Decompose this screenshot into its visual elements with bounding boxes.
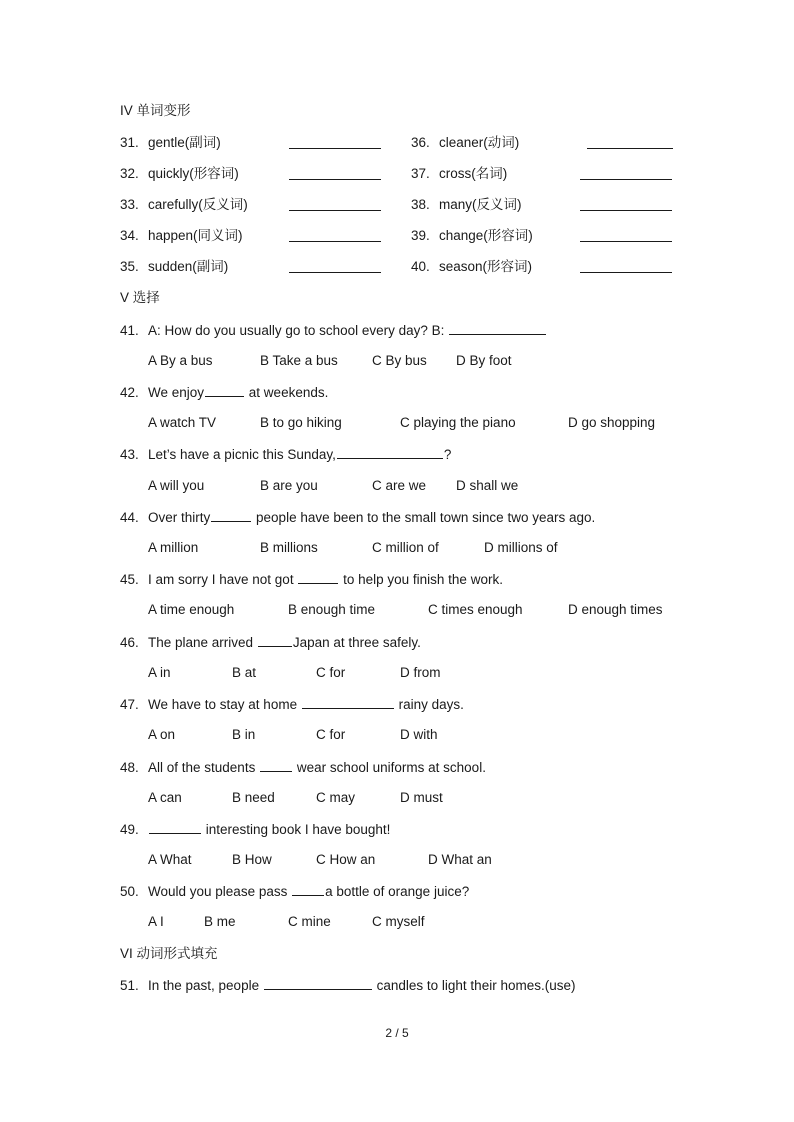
question-number: 46. xyxy=(120,635,139,650)
option-d[interactable]: D shall we xyxy=(456,478,519,493)
question-text-pre: Would you please pass xyxy=(148,884,288,899)
answer-blank[interactable] xyxy=(289,148,381,149)
question-51 xyxy=(120,976,575,995)
question-text-post: interesting book I have bought! xyxy=(205,822,391,837)
question-number: 49. xyxy=(120,822,139,837)
question-42 xyxy=(120,383,328,402)
option-a[interactable]: A watch TV xyxy=(148,415,217,430)
word-form-item xyxy=(411,227,533,245)
item-number: 36. xyxy=(411,135,430,150)
option-a[interactable]: A By a bus xyxy=(148,353,213,368)
question-text-pre: The plane arrived xyxy=(148,635,254,650)
answer-blank[interactable] xyxy=(258,633,292,647)
question-48 xyxy=(120,758,486,777)
question-text-pre: I am sorry I have not got xyxy=(148,572,294,587)
option-c[interactable]: C million of xyxy=(372,540,439,555)
item-number: 40. xyxy=(411,259,430,274)
item-text: gentle(副词) xyxy=(148,135,221,150)
answer-blank[interactable] xyxy=(302,695,394,709)
option-d[interactable]: D go shopping xyxy=(568,415,656,430)
item-number: 34. xyxy=(120,228,139,243)
question-49 xyxy=(120,820,390,839)
option-c[interactable]: C may xyxy=(316,790,356,805)
option-b[interactable]: B Take a bus xyxy=(260,353,338,368)
section-title-verb-forms: VI 动词形式填充 xyxy=(120,946,218,961)
option-a[interactable]: A million xyxy=(148,540,199,555)
option-c[interactable]: C How an xyxy=(316,852,376,867)
question-text-pre: All of the students xyxy=(148,760,256,775)
answer-blank[interactable] xyxy=(260,758,292,772)
question-number: 47. xyxy=(120,697,139,712)
option-b[interactable]: B are you xyxy=(260,478,318,493)
option-b[interactable]: B millions xyxy=(260,540,318,555)
answer-blank[interactable] xyxy=(289,272,381,273)
question-number: 44. xyxy=(120,510,139,525)
word-form-item xyxy=(120,134,221,152)
option-c[interactable]: C for xyxy=(316,727,346,742)
question-text-post: ? xyxy=(443,447,452,462)
question-text-pre: Over thirty xyxy=(148,510,211,525)
question-text-pre: We enjoy xyxy=(148,385,205,400)
option-b[interactable]: B How xyxy=(232,852,272,867)
section-title-word-forms: IV 单词变形 xyxy=(120,103,191,118)
question-text-post: wear school uniforms at school. xyxy=(296,760,486,775)
answer-blank[interactable] xyxy=(289,241,381,242)
item-text: season(形容词) xyxy=(439,259,533,274)
question-47 xyxy=(120,695,464,714)
word-form-item xyxy=(411,258,532,276)
item-number: 39. xyxy=(411,228,430,243)
answer-blank[interactable] xyxy=(580,241,672,242)
question-46 xyxy=(120,633,421,652)
item-text: carefully(反义词) xyxy=(148,197,248,212)
question-number: 50. xyxy=(120,884,139,899)
option-b[interactable]: B me xyxy=(204,914,236,929)
answer-blank[interactable] xyxy=(449,321,546,335)
option-d[interactable]: D millions of xyxy=(484,540,558,555)
answer-blank[interactable] xyxy=(289,179,381,180)
question-number: 48. xyxy=(120,760,139,775)
question-text-post: Japan at three safely. xyxy=(292,635,421,650)
question-44 xyxy=(120,508,595,527)
option-d[interactable]: D By foot xyxy=(456,353,512,368)
option-a[interactable]: A can xyxy=(148,790,182,805)
option-a[interactable]: A I xyxy=(148,914,164,929)
option-c[interactable]: C for xyxy=(316,665,346,680)
item-number: 33. xyxy=(120,197,139,212)
option-c[interactable]: C mine xyxy=(288,914,331,929)
question-number: 41. xyxy=(120,323,139,338)
option-d[interactable]: D must xyxy=(400,790,443,805)
item-text: change(形容词) xyxy=(439,228,533,243)
answer-blank[interactable] xyxy=(580,210,672,211)
word-form-item xyxy=(120,227,243,245)
answer-blank[interactable] xyxy=(580,272,672,273)
question-text-post: a bottle of orange juice? xyxy=(325,884,470,899)
question-number: 51. xyxy=(120,978,139,993)
option-d[interactable]: C myself xyxy=(372,914,425,929)
option-a[interactable]: A in xyxy=(148,665,171,680)
option-c[interactable]: C are we xyxy=(372,478,427,493)
item-text: cross(名词) xyxy=(439,166,508,181)
option-d[interactable]: D from xyxy=(400,665,441,680)
answer-blank[interactable] xyxy=(264,976,372,990)
question-text-pre: Let’s have a picnic this Sunday, xyxy=(148,447,336,462)
question-text-post: candles to light their homes.(use) xyxy=(376,978,576,993)
option-b[interactable]: B at xyxy=(232,665,257,680)
item-number: 35. xyxy=(120,259,139,274)
item-number: 32. xyxy=(120,166,139,181)
question-text-post: to help you finish the work. xyxy=(343,572,503,587)
question-number: 42. xyxy=(120,385,139,400)
option-a[interactable]: A on xyxy=(148,727,176,742)
option-b[interactable]: B to go hiking xyxy=(260,415,342,430)
option-c[interactable]: C By bus xyxy=(372,353,427,368)
question-41 xyxy=(120,321,547,340)
page-number: 2 / 5 xyxy=(385,1026,409,1040)
item-text: cleaner(动词) xyxy=(439,135,520,150)
answer-blank[interactable] xyxy=(211,508,251,522)
word-form-item xyxy=(120,165,239,183)
item-text: many(反义词) xyxy=(439,197,522,212)
option-c[interactable]: C times enough xyxy=(428,602,523,617)
question-text-post: people have been to the small town since two years ago. xyxy=(256,510,596,525)
item-text: sudden(副词) xyxy=(148,259,229,274)
question-text-pre: We have to stay at home xyxy=(148,697,298,712)
question-text-pre: In the past, people xyxy=(148,978,260,993)
answer-blank[interactable] xyxy=(289,210,381,211)
answer-blank[interactable] xyxy=(580,179,672,180)
option-d[interactable]: D enough times xyxy=(568,602,663,617)
item-number: 38. xyxy=(411,197,430,212)
section-title-choice: V 选择 xyxy=(120,290,160,305)
item-text: quickly(形容词) xyxy=(148,166,239,181)
word-form-item xyxy=(411,196,522,214)
option-d[interactable]: D What an xyxy=(428,852,492,867)
item-number: 31. xyxy=(120,135,139,150)
option-a[interactable]: A time enough xyxy=(148,602,235,617)
option-a[interactable]: A will you xyxy=(148,478,205,493)
question-45 xyxy=(120,570,503,589)
answer-blank[interactable] xyxy=(149,820,201,834)
word-form-item xyxy=(120,196,248,214)
word-form-item xyxy=(411,134,519,152)
answer-blank[interactable] xyxy=(205,383,244,397)
word-form-item xyxy=(120,258,228,276)
question-43 xyxy=(120,445,451,464)
word-form-item xyxy=(411,165,507,183)
option-a[interactable]: A What xyxy=(148,852,192,867)
question-number: 45. xyxy=(120,572,139,587)
answer-blank[interactable] xyxy=(298,570,338,584)
question-text: A: How do you usually go to school every day? B: xyxy=(148,323,445,338)
question-50 xyxy=(120,882,469,901)
answer-blank[interactable] xyxy=(337,445,443,459)
question-number: 43. xyxy=(120,447,139,462)
option-b[interactable]: B need xyxy=(232,790,275,805)
answer-blank[interactable] xyxy=(587,148,673,149)
option-d[interactable]: D with xyxy=(400,727,438,742)
option-c[interactable]: C playing the piano xyxy=(400,415,516,430)
option-b[interactable]: B enough time xyxy=(288,602,376,617)
question-text-post: at weekends. xyxy=(248,385,329,400)
option-b[interactable]: B in xyxy=(232,727,256,742)
item-text: happen(同义词) xyxy=(148,228,243,243)
answer-blank[interactable] xyxy=(292,882,324,896)
item-number: 37. xyxy=(411,166,430,181)
question-text-post: rainy days. xyxy=(398,697,464,712)
